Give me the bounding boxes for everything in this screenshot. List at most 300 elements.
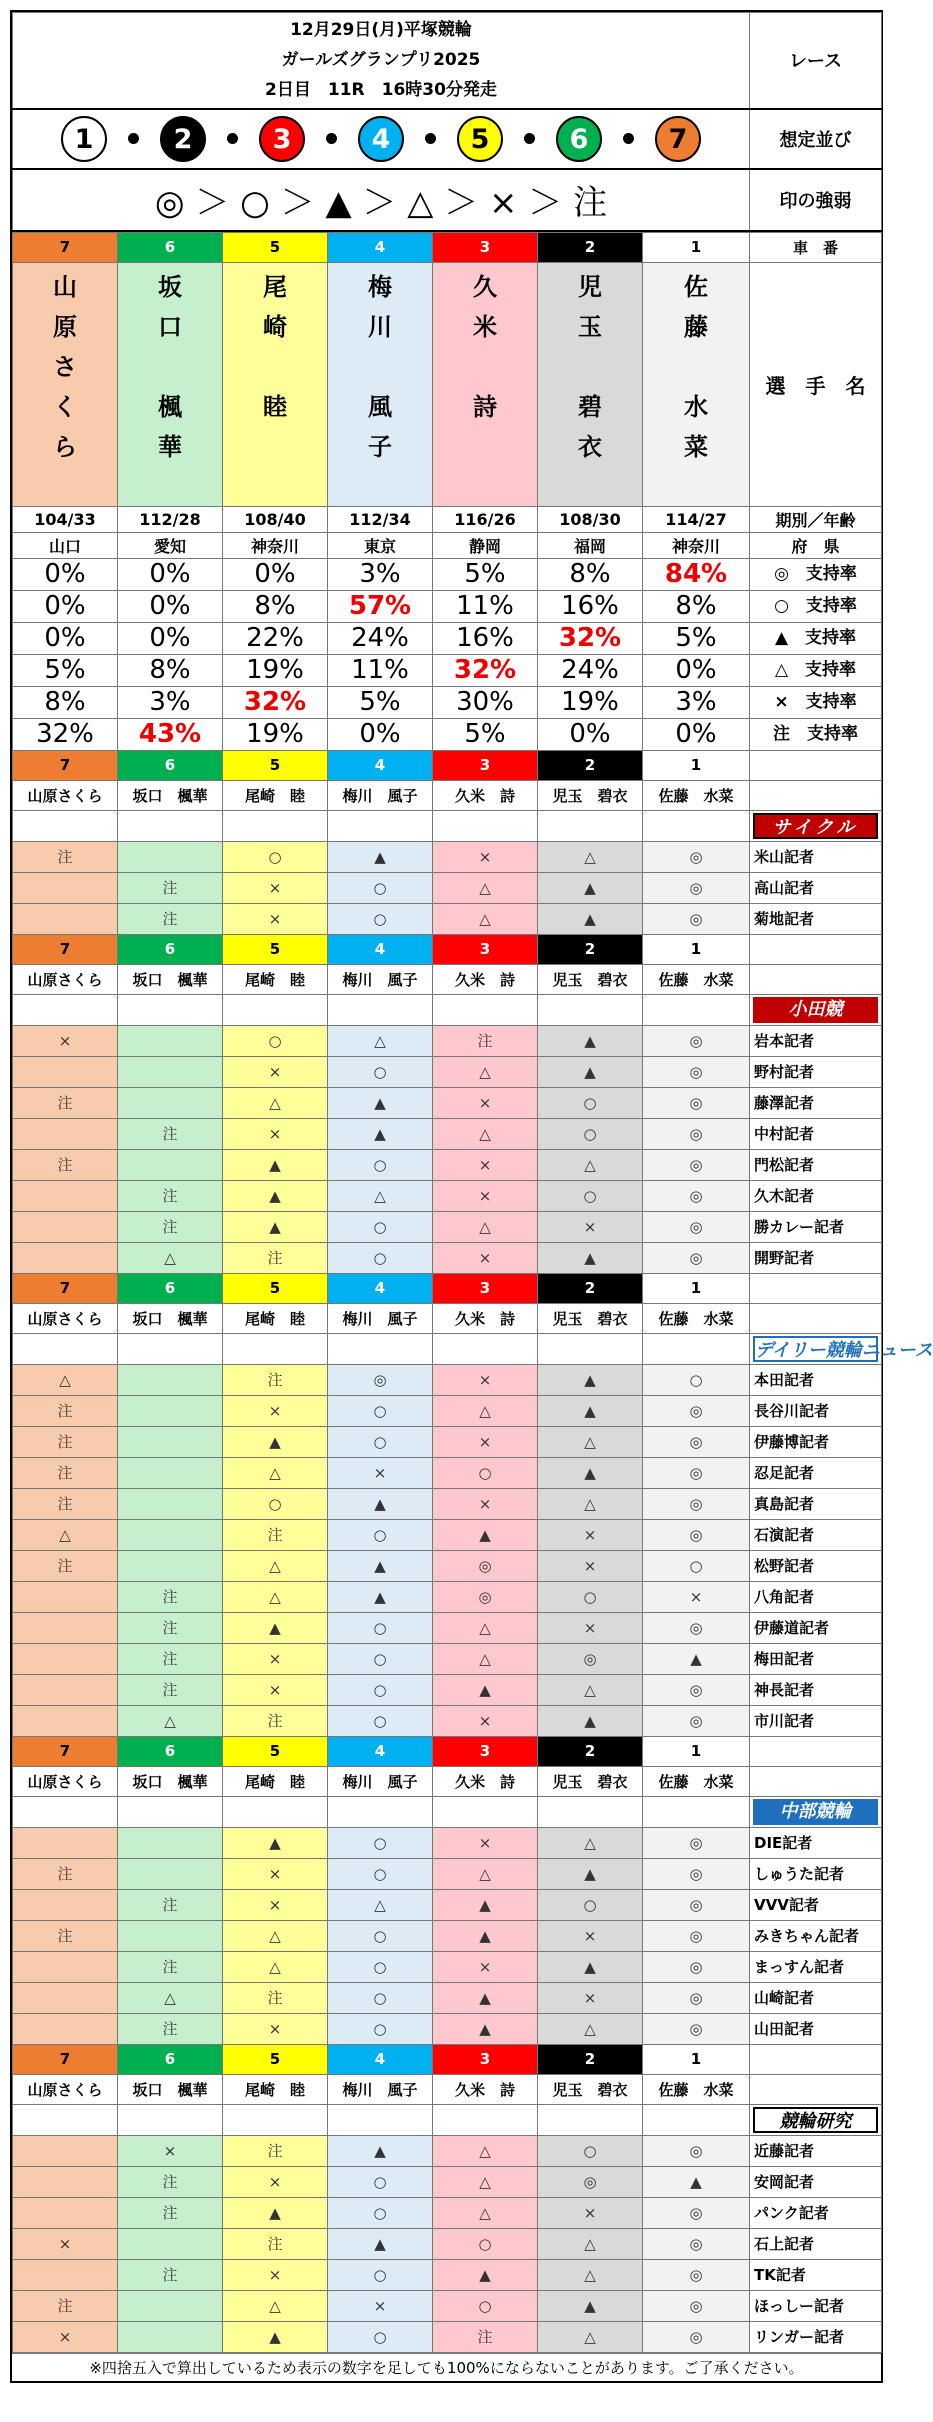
section-blank (750, 2044, 882, 2074)
newspaper-logo-text: デイリー競輪ニュース (753, 1336, 878, 1362)
prediction-mark: ◎ (643, 1951, 750, 1982)
prediction-mark: ▲ (223, 2321, 328, 2352)
prediction-mark: ▲ (223, 1149, 328, 1180)
car-number: 2 (538, 232, 643, 262)
support-rate-value: 11% (328, 654, 433, 686)
section-blank (750, 780, 882, 810)
reporter-name: 勝カレー記者 (750, 1211, 882, 1242)
rider-name-char: 川 (368, 312, 392, 341)
rider-term-age: 116/26 (433, 506, 538, 532)
rider-name-char (433, 427, 537, 467)
prediction-mark: ○ (328, 2197, 433, 2228)
reporter-name: みきちゃん記者 (750, 1920, 882, 1951)
line-order-circle: 6 (556, 116, 602, 162)
blank-cell (643, 994, 750, 1025)
pref-label: 府 県 (750, 532, 882, 558)
rider-name-char: 菜 (684, 432, 708, 461)
prediction-mark: 注 (223, 1364, 328, 1395)
blank-cell (433, 1333, 538, 1364)
prediction-mark: ▲ (328, 841, 433, 872)
prediction-mark: 注 (13, 1395, 118, 1426)
prediction-mark: 注 (13, 1457, 118, 1488)
prediction-mark: 注 (433, 2321, 538, 2352)
prediction-mark: 注 (223, 1982, 328, 2013)
prediction-mark: ◎ (643, 1982, 750, 2013)
reporter-name: 松野記者 (750, 1550, 882, 1581)
prediction-mark: △ (538, 1827, 643, 1858)
section-car-number: 2 (538, 750, 643, 780)
section-car-number: 1 (643, 1736, 750, 1766)
support-rate-value: 8% (538, 558, 643, 590)
support-rate-value: 43% (118, 718, 223, 750)
section-rider-name: 山原さくら (13, 1766, 118, 1796)
support-rate-value: 8% (13, 686, 118, 718)
rider-name-char (223, 427, 327, 467)
prediction-mark: ○ (328, 1858, 433, 1889)
section-rider-name: 児玉 碧衣 (538, 1766, 643, 1796)
rider-name-char: ら (53, 432, 77, 461)
prediction-mark (118, 2290, 223, 2321)
prediction-mark (118, 1858, 223, 1889)
prediction-mark: ◎ (643, 1087, 750, 1118)
reporter-name: 野村記者 (750, 1056, 882, 1087)
section-rider-name: 山原さくら (13, 2074, 118, 2104)
prediction-mark: △ (328, 1025, 433, 1056)
rider-prefecture: 静岡 (433, 532, 538, 558)
line-order-circle: 2 (160, 116, 206, 162)
prediction-mark: △ (433, 1211, 538, 1242)
prediction-mark: ◎ (433, 1550, 538, 1581)
support-rate-value: 16% (538, 590, 643, 622)
support-rate-value: 57% (328, 590, 433, 622)
reporter-name: 米山記者 (750, 841, 882, 872)
prediction-mark: × (223, 2166, 328, 2197)
prediction-mark: 注 (118, 1674, 223, 1705)
prediction-mark: ○ (328, 1705, 433, 1736)
rider-prefecture: 東京 (328, 532, 433, 558)
blank-cell (223, 810, 328, 841)
prediction-mark: ▲ (433, 2013, 538, 2044)
blank-cell (328, 2104, 433, 2135)
prediction-mark: ▲ (328, 1488, 433, 1519)
prediction-mark: △ (223, 1550, 328, 1581)
rider-name-char: 原 (53, 312, 77, 341)
section-car-number: 5 (223, 1273, 328, 1303)
prediction-mark: ○ (433, 2228, 538, 2259)
car-number: 6 (118, 232, 223, 262)
prediction-mark: ◎ (643, 1519, 750, 1550)
section-rider-name: 坂口 楓華 (118, 1766, 223, 1796)
prediction-mark: △ (433, 1612, 538, 1643)
prediction-mark: △ (538, 2228, 643, 2259)
line-order-circle: 1 (61, 116, 107, 162)
rider-term-age: 114/27 (643, 506, 750, 532)
rider-name-char (643, 347, 749, 387)
blank-cell (118, 1333, 223, 1364)
prediction-mark: 注 (118, 903, 223, 934)
prediction-mark: ○ (328, 1395, 433, 1426)
prediction-mark (118, 841, 223, 872)
line-order-circle: 5 (457, 116, 503, 162)
reporter-name: 真島記者 (750, 1488, 882, 1519)
car-number: 5 (223, 232, 328, 262)
section-rider-name: 梅川 風子 (328, 1766, 433, 1796)
prediction-mark: ◎ (643, 1612, 750, 1643)
support-rate-label: 注 支持率 (750, 718, 882, 750)
prediction-mark: ○ (223, 841, 328, 872)
prediction-mark: × (643, 1581, 750, 1612)
section-car-number: 4 (328, 1273, 433, 1303)
rider-name-char: 尾 (263, 272, 287, 301)
section-rider-name: 坂口 楓華 (118, 1303, 223, 1333)
prediction-mark: ○ (328, 1951, 433, 1982)
rider-term-age: 108/30 (538, 506, 643, 532)
reporter-name: まっすん記者 (750, 1951, 882, 1982)
prediction-mark: 注 (13, 1858, 118, 1889)
support-rate-value: 0% (13, 558, 118, 590)
rider-name-char: 米 (473, 312, 497, 341)
prediction-mark: 注 (223, 2135, 328, 2166)
rider-name-char: 水 (684, 392, 708, 421)
prediction-mark: × (538, 1920, 643, 1951)
prediction-mark: △ (118, 1705, 223, 1736)
section-rider-name: 梅川 風子 (328, 964, 433, 994)
blank-cell (13, 1333, 118, 1364)
blank-cell (328, 1796, 433, 1827)
rider-name-char: 山 (53, 272, 77, 301)
reporter-name: 本田記者 (750, 1364, 882, 1395)
prediction-mark: × (223, 2259, 328, 2290)
reporter-name: 中村記者 (750, 1118, 882, 1149)
newspaper-logo-text: 小田競 (753, 997, 878, 1023)
rider-prefecture: 神奈川 (223, 532, 328, 558)
race-title: ガールズグランプリ2025 (281, 50, 481, 71)
prediction-mark: △ (433, 1643, 538, 1674)
prediction-mark: ○ (538, 1180, 643, 1211)
blank-cell (538, 994, 643, 1025)
section-car-number: 7 (13, 750, 118, 780)
header-table (12, 12, 882, 232)
order-label: 想定並び (750, 109, 882, 169)
reporter-name: ほっしー記者 (750, 2290, 882, 2321)
reporter-name: 神長記者 (750, 1674, 882, 1705)
prediction-mark: 注 (118, 1211, 223, 1242)
prediction-mark: 注 (118, 2197, 223, 2228)
section-car-number: 3 (433, 1736, 538, 1766)
prediction-mark: 注 (13, 2290, 118, 2321)
rider-name-char: 碧 (578, 392, 602, 421)
rider-name-char: 佐 (684, 272, 708, 301)
reporter-name: 門松記者 (750, 1149, 882, 1180)
newspaper-logo (750, 1796, 882, 1827)
prediction-mark: △ (538, 1488, 643, 1519)
prediction-mark: ◎ (643, 1457, 750, 1488)
prediction-mark: ○ (328, 1242, 433, 1273)
prediction-mark: 注 (13, 1149, 118, 1180)
section-rider-name: 梅川 風子 (328, 780, 433, 810)
prediction-mark: ○ (538, 2135, 643, 2166)
prediction-mark: ◎ (643, 841, 750, 872)
section-car-number: 6 (118, 1736, 223, 1766)
prediction-mark: × (433, 1827, 538, 1858)
newspaper-logo-text: 中部競輪 (753, 1799, 878, 1825)
section-car-number: 5 (223, 750, 328, 780)
prediction-mark (118, 1087, 223, 1118)
prediction-mark (118, 2321, 223, 2352)
section-blank (750, 1273, 882, 1303)
prediction-mark: ○ (328, 1920, 433, 1951)
prediction-mark (13, 903, 118, 934)
prediction-mark (118, 1519, 223, 1550)
prediction-mark (13, 2166, 118, 2197)
prediction-mark: △ (223, 1457, 328, 1488)
blank-cell (223, 1333, 328, 1364)
blank-cell (13, 810, 118, 841)
prediction-mark: 注 (118, 1889, 223, 1920)
prediction-mark: ▲ (223, 1612, 328, 1643)
prediction-mark: ▲ (643, 1643, 750, 1674)
prediction-mark: 注 (223, 1242, 328, 1273)
rider-name-char: 坂 (158, 272, 182, 301)
prediction-mark (13, 1211, 118, 1242)
prediction-mark: ▲ (223, 1180, 328, 1211)
prediction-mark: ▲ (538, 1242, 643, 1273)
line-separator-dot (524, 133, 535, 144)
rider-prefecture: 神奈川 (643, 532, 750, 558)
support-rate-label: ◎ 支持率 (750, 558, 882, 590)
prediction-mark: △ (538, 1149, 643, 1180)
prediction-mark: × (433, 1426, 538, 1457)
section-car-number: 2 (538, 1273, 643, 1303)
prediction-mark: × (538, 1612, 643, 1643)
rider-name-char: 口 (158, 312, 182, 341)
section-blank (750, 1303, 882, 1333)
prediction-mark: × (223, 1889, 328, 1920)
prediction-mark (13, 2135, 118, 2166)
section-blank (750, 2074, 882, 2104)
prediction-mark: ○ (328, 1982, 433, 2013)
blank-cell (538, 1796, 643, 1827)
rider-name-char: 崎 (263, 312, 287, 341)
prediction-mark: △ (433, 1395, 538, 1426)
prediction-mark: ◎ (433, 1581, 538, 1612)
line-separator-dot (425, 133, 436, 144)
prediction-mark: △ (433, 2135, 538, 2166)
prediction-mark: △ (538, 2013, 643, 2044)
prediction-mark: ○ (538, 1581, 643, 1612)
prediction-mark: ▲ (538, 1705, 643, 1736)
support-rate-label: △ 支持率 (750, 654, 882, 686)
prediction-mark: × (328, 2290, 433, 2321)
rider-term-age: 112/34 (328, 506, 433, 532)
prediction-mark: ▲ (433, 2259, 538, 2290)
prediction-mark: × (433, 1242, 538, 1273)
prediction-mark: ◎ (643, 1827, 750, 1858)
prediction-mark: × (223, 1056, 328, 1087)
prediction-mark: ○ (643, 1550, 750, 1581)
prediction-mark: ◎ (643, 2228, 750, 2259)
prediction-mark: ○ (328, 1643, 433, 1674)
section-car-number: 3 (433, 2044, 538, 2074)
rider-name-char: 風 (368, 392, 392, 421)
prediction-mark (13, 872, 118, 903)
section-rider-name: 山原さくら (13, 964, 118, 994)
prediction-mark: × (223, 1395, 328, 1426)
section-rider-name: 尾崎 睦 (223, 780, 328, 810)
newspaper-logo (750, 994, 882, 1025)
blank-cell (223, 994, 328, 1025)
reporter-name: 八角記者 (750, 1581, 882, 1612)
prediction-mark: × (223, 1118, 328, 1149)
section-blank (750, 964, 882, 994)
prediction-mark: ◎ (643, 1118, 750, 1149)
rider-name-char (433, 347, 537, 387)
prediction-mark (118, 1426, 223, 1457)
section-rider-name: 児玉 碧衣 (538, 780, 643, 810)
prediction-mark: 注 (13, 1087, 118, 1118)
rider-table (12, 232, 933, 2353)
support-rate-value: 8% (118, 654, 223, 686)
prediction-mark: 注 (433, 1025, 538, 1056)
prediction-mark: ○ (328, 1211, 433, 1242)
prediction-mark: △ (13, 1519, 118, 1550)
support-rate-value: 0% (643, 718, 750, 750)
section-car-number: 2 (538, 934, 643, 964)
rider-term-age: 112/28 (118, 506, 223, 532)
blank-cell (538, 1333, 643, 1364)
section-rider-name: 久米 詩 (433, 780, 538, 810)
prediction-mark: △ (13, 1364, 118, 1395)
prediction-mark: × (538, 2197, 643, 2228)
car-label: 車 番 (750, 232, 882, 262)
prediction-mark: 注 (13, 1488, 118, 1519)
support-rate-value: 3% (118, 686, 223, 718)
prediction-mark: ▲ (538, 903, 643, 934)
rider-term-age: 108/40 (223, 506, 328, 532)
reporter-name: 石演記者 (750, 1519, 882, 1550)
blank-cell (118, 1796, 223, 1827)
line-separator-dot (326, 133, 337, 144)
section-car-number: 6 (118, 750, 223, 780)
prediction-mark: × (433, 1180, 538, 1211)
section-rider-name: 尾崎 睦 (223, 2074, 328, 2104)
section-rider-name: 佐藤 水菜 (643, 2074, 750, 2104)
prediction-mark (13, 1674, 118, 1705)
prediction-mark: 注 (13, 1550, 118, 1581)
prediction-mark: ◎ (643, 1858, 750, 1889)
section-rider-name: 佐藤 水菜 (643, 964, 750, 994)
support-rate-value: 3% (643, 686, 750, 718)
reporter-name: 近藤記者 (750, 2135, 882, 2166)
prediction-mark: 注 (118, 1180, 223, 1211)
prediction-mark: ▲ (433, 1889, 538, 1920)
prediction-mark: ▲ (538, 1858, 643, 1889)
section-car-number: 3 (433, 934, 538, 964)
support-rate-value: 0% (328, 718, 433, 750)
prediction-mark: △ (433, 1118, 538, 1149)
prediction-mark: ◎ (643, 1488, 750, 1519)
prediction-mark (13, 1056, 118, 1087)
rider-name-char: 児 (578, 272, 602, 301)
blank-cell (118, 810, 223, 841)
prediction-mark: ▲ (538, 1056, 643, 1087)
rider-name-char: 藤 (684, 312, 708, 341)
rider-prefecture: 愛知 (118, 532, 223, 558)
prediction-mark: 注 (118, 1951, 223, 1982)
line-separator-dot (227, 133, 238, 144)
blank-cell (643, 2104, 750, 2135)
prediction-mark: ◎ (538, 2166, 643, 2197)
section-car-number: 7 (13, 934, 118, 964)
prediction-mark: ◎ (643, 2259, 750, 2290)
prediction-mark: ◎ (643, 1149, 750, 1180)
rider-name-char: く (53, 392, 77, 421)
prediction-mark: × (538, 1211, 643, 1242)
prediction-mark: △ (433, 903, 538, 934)
rider-name-char: 衣 (578, 432, 602, 461)
blank-cell (433, 994, 538, 1025)
prediction-mark (118, 1025, 223, 1056)
rider-name (118, 262, 223, 506)
section-rider-name: 久米 詩 (433, 2074, 538, 2104)
prediction-mark: ◎ (643, 2135, 750, 2166)
rider-name (328, 262, 433, 506)
newspaper-logo (750, 2104, 882, 2135)
prediction-mark: ▲ (538, 872, 643, 903)
section-rider-name: 久米 詩 (433, 1303, 538, 1333)
section-car-number: 3 (433, 750, 538, 780)
prediction-mark: × (118, 2135, 223, 2166)
section-car-number: 4 (328, 1736, 433, 1766)
prediction-mark: ▲ (328, 1550, 433, 1581)
prediction-mark: ▲ (538, 1364, 643, 1395)
support-rate-value: 16% (433, 622, 538, 654)
prediction-mark: △ (433, 2197, 538, 2228)
section-car-number: 5 (223, 1736, 328, 1766)
section-rider-name: 児玉 碧衣 (538, 964, 643, 994)
support-rate-value: 24% (328, 622, 433, 654)
prediction-mark: ○ (433, 2290, 538, 2321)
prediction-mark (13, 1951, 118, 1982)
prediction-mark (118, 1488, 223, 1519)
prediction-mark: × (433, 1705, 538, 1736)
rider-name-char (223, 347, 327, 387)
prediction-mark: × (328, 1457, 433, 1488)
prediction-mark: × (538, 1550, 643, 1581)
term-label: 期別／年齢 (750, 506, 882, 532)
prediction-mark: ▲ (538, 1951, 643, 1982)
prediction-mark: 注 (118, 1612, 223, 1643)
prediction-mark: △ (223, 1581, 328, 1612)
reporter-name: 石上記者 (750, 2228, 882, 2259)
prediction-mark: ◎ (643, 872, 750, 903)
prediction-mark: 注 (118, 2259, 223, 2290)
support-rate-value: 0% (538, 718, 643, 750)
support-rate-value: 3% (328, 558, 433, 590)
blank-cell (643, 810, 750, 841)
prediction-mark: ○ (328, 2166, 433, 2197)
prediction-mark: × (223, 2013, 328, 2044)
rider-name-char: 詩 (473, 392, 497, 421)
prediction-mark: ○ (328, 2321, 433, 2352)
section-car-number: 1 (643, 2044, 750, 2074)
prediction-mark (13, 1581, 118, 1612)
car-number: 1 (643, 232, 750, 262)
prediction-mark (118, 1550, 223, 1581)
rider-name-char: 子 (368, 432, 392, 461)
prediction-mark: 注 (118, 872, 223, 903)
prediction-mark: × (13, 2228, 118, 2259)
